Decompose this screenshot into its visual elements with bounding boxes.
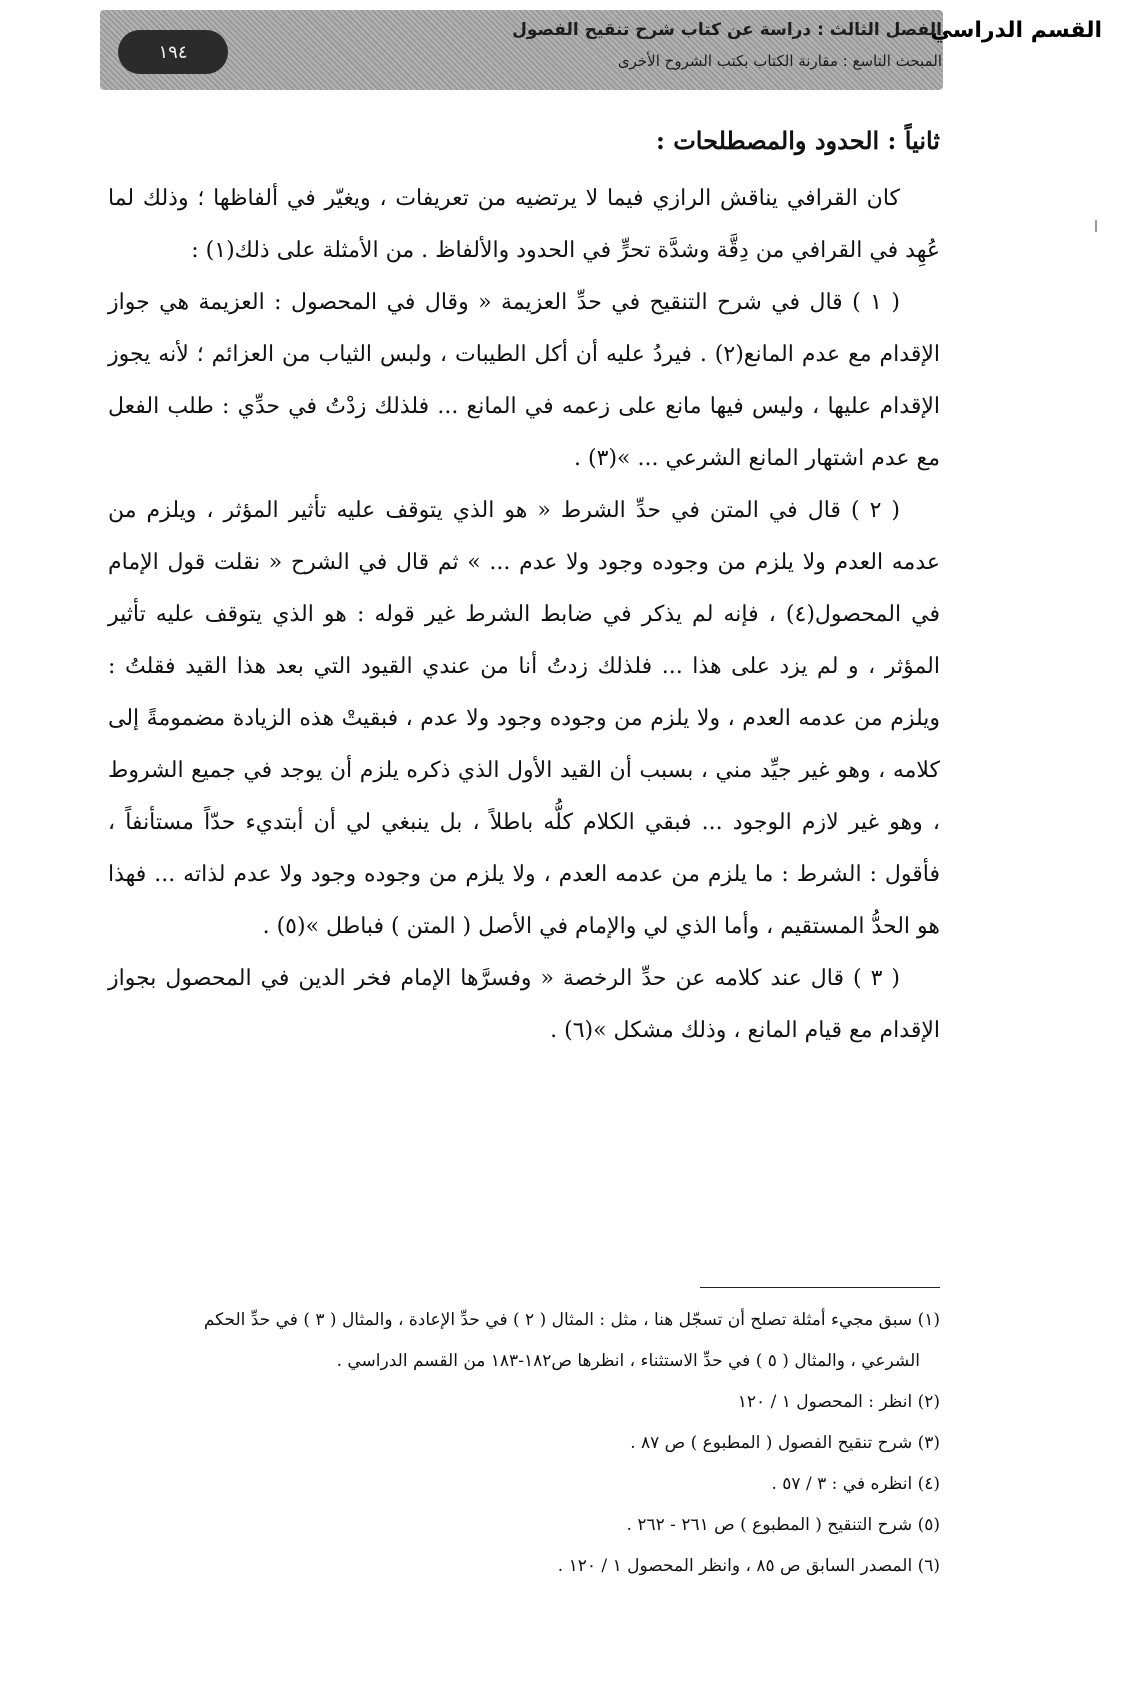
footnote-1-continued: الشرعي ، والمثال ( ٥ ) في حدِّ الاستثناء ، انظرها ص١٨٢-١٨٣ من القسم الدراسي . — [336, 1351, 920, 1371]
section-label: القسم الدراسي — [930, 18, 1102, 43]
footnotes — [108, 1300, 940, 1587]
footnote-separator — [700, 1287, 940, 1288]
footnote-1: (١) سبق مجيء أمثلة تصلح أن تسجّل هنا ، مثل : المثال ( ٢ ) في حدِّ الإعادة ، والمثال ( ٣ ) في حدِّ الحكم — [203, 1310, 940, 1330]
paragraph-example-1: ( ١ ) قال في شرح التنقيح في حدِّ العزيمة « وقال في المحصول : العزيمة هي جواز الإقدام مع عدم المانع(٢) . فيردُ عليه أن أكل الطيبات ، ولبس الثياب من العزائم ؛ لأنه يجوز الإقدام عليها ، وليس فيها مانع على زعمه في المانع ... فلذلك زدْتُ في حدِّي : طلب الفعل مع عدم اشتهار المانع الشرعي ... »(٣) . — [108, 290, 940, 471]
margin-mark — [1095, 220, 1097, 232]
footnote-3: (٣) شرح تنقيح الفصول ( المطبوع ) ص ٨٧ . — [630, 1433, 940, 1453]
main-text — [108, 115, 940, 1057]
chapter-title: الفصل الثالث : دراسة عن كتاب شرح تنقيح الفصول — [512, 20, 942, 40]
footnote-4: (٤) انظره في : ٣ / ٥٧ . — [771, 1474, 940, 1494]
paragraph-example-3: ( ٣ ) قال عند كلامه عن حدِّ الرخصة « وفسرَّها الإمام فخر الدين في المحصول بجواز الإقدام مع قيام المانع ، وذلك مشكل »(٦) . — [108, 966, 940, 1043]
footnote-5: (٥) شرح التنقيح ( المطبوع ) ص ٢٦١ - ٢٦٢ . — [626, 1515, 940, 1535]
footnote-2: (٢) انظر : المحصول ١ / ١٢٠ — [737, 1392, 940, 1412]
subsection-title: المبحث التاسع : مقارنة الكتاب بكتب الشروح الأخرى — [617, 52, 942, 70]
paragraph-example-2: ( ٢ ) قال في المتن في حدِّ الشرط « هو الذي يتوقف عليه تأثير المؤثر ، ويلزم من عدمه العدم ولا يلزم من وجوده وجود ولا عدم ... » ثم قال في الشرح « نقلت قول الإمام في المحصول(٤) ، فإنه لم يذكر في ضابط الشرط غير قوله : هو الذي يتوقف عليه تأثير المؤثر ، و لم يزد على هذا ... فلذلك زدتُ أنا من عندي القيود التي بعد هذا القيد فقلتُ : ويلزم من عدمه العدم ، ولا يلزم من وجوده وجود ولا عدم ، فبقيتْ هذه الزيادة مضمومةً إلى كلامه ، وهو غير جيِّد مني ، بسبب أن القيد الأول الذي ذكره يلزم أن يوجد في جميع الشروط ، وهو غير لازم الوجود ... فبقي الكلام كلُّه باطلاً ، بل ينبغي لي أن أبتديء حدّاً مستأنفاً ، فأقول : الشرط : ما يلزم من عدمه العدم ، ولا يلزم من وجوده وجود ولا عدم لذاته ... فهذا هو الحدُّ المستقيم ، وأما الذي لي والإمام في الأصل ( المتن ) فباطل »(٥) . — [108, 498, 940, 939]
page-number: ١٩٤ — [118, 30, 228, 74]
footnote-6: (٦) المصدر السابق ص ٨٥ ، وانظر المحصول ١ / ١٢٠ . — [557, 1556, 940, 1576]
section-heading: ثانياً : الحدود والمصطلحات : — [655, 126, 940, 155]
paragraph-intro: كان القرافي يناقش الرازي فيما لا يرتضيه من تعريفات ، ويغيّر في ألفاظها ؛ وذلك لما عُهِد في القرافي من دِقَّة وشدَّة تحرٍّ في الحدود والألفاظ . من الأمثلة على ذلك(١) : — [108, 186, 940, 263]
